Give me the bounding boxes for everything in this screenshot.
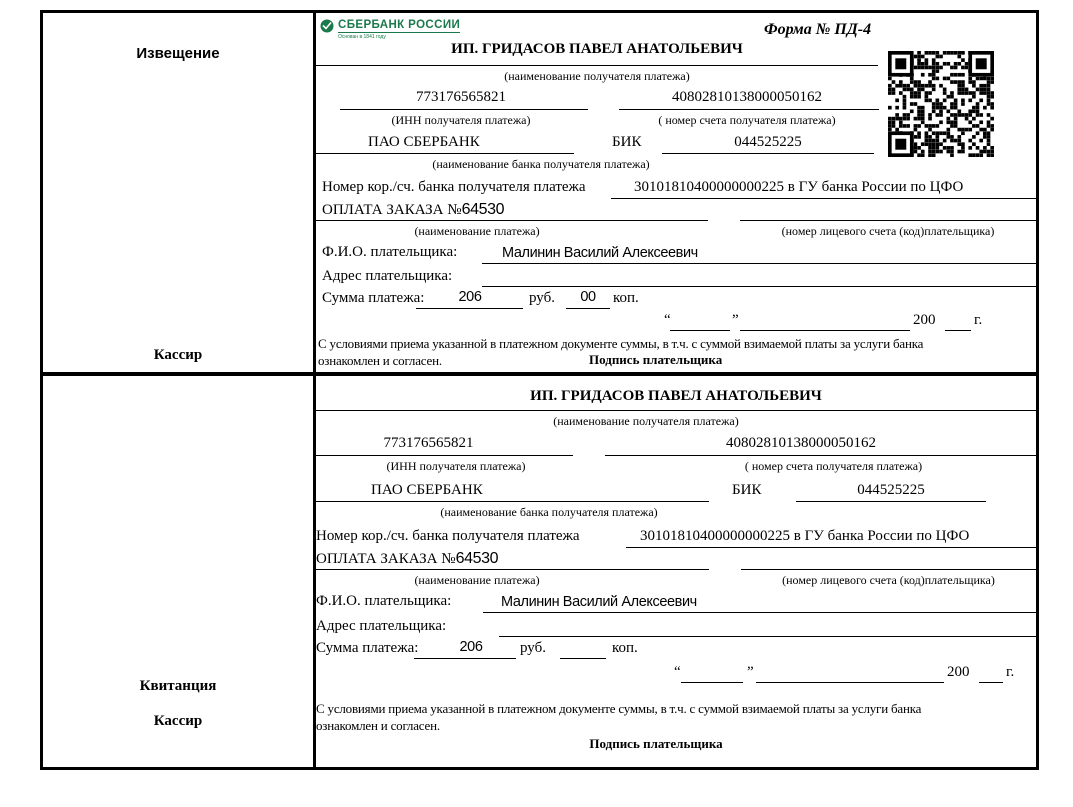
rule (316, 410, 1036, 411)
rule (626, 547, 1036, 548)
bank-brand-name: СБЕРБАНК РОССИИ (338, 19, 461, 31)
rule (566, 308, 610, 309)
payment-name-label: (наименование платежа) (414, 224, 540, 238)
order-number: 64530 (461, 201, 505, 218)
rule (482, 263, 1036, 264)
year-suffix: г. (1006, 664, 1015, 680)
rule (316, 569, 709, 570)
inn-value: 773176565821 (416, 89, 506, 105)
rule (605, 455, 1036, 456)
year-prefix: 200 (947, 664, 970, 680)
personal-account-label: (номер лицевого счета (код)плательщика) (782, 573, 995, 587)
cashier-label: Кассир (153, 347, 203, 363)
notice-content (316, 13, 1036, 372)
receipt-stub (43, 376, 316, 767)
year-prefix: 200 (913, 312, 936, 328)
rule (662, 153, 874, 154)
account-value: 40802810138000050162 (672, 89, 822, 105)
receipt-title: Квитанция (139, 678, 217, 694)
sberbank-logo-icon (320, 19, 334, 33)
date-quote-open: “ (674, 664, 681, 680)
sberbank-logo-textblock (338, 19, 460, 40)
rule (316, 153, 574, 154)
agreement-line2: ознакомлен и согласен. (318, 353, 442, 368)
payment-name-value (322, 201, 504, 219)
form-outer-border (40, 10, 1039, 770)
sum-rub-value: 206 (459, 639, 483, 655)
payment-name-label: (наименование платежа) (414, 573, 540, 587)
bik-label: БИК (732, 482, 762, 498)
rule (316, 501, 709, 502)
rule (670, 330, 730, 331)
inn-label: (ИНН получателя платежа) (391, 113, 531, 127)
rule (414, 658, 516, 659)
payment-name-value (316, 550, 498, 568)
bank-label: (наименование банка получателя платежа) (432, 157, 650, 171)
section-receipt (43, 376, 1036, 767)
rule (316, 455, 573, 456)
notice-title: Извещение (136, 45, 220, 62)
address-label: Адрес плательщика: (322, 268, 453, 284)
rule (560, 658, 606, 659)
account-label: ( номер счета получателя платежа) (658, 113, 836, 127)
payment-name-prefix: ОПЛАТА ЗАКАЗА № (316, 551, 456, 567)
fio-value: Малинин Василий Алексеевич (501, 594, 697, 610)
rule (741, 569, 1036, 570)
rule (316, 220, 708, 221)
qr-code (888, 51, 994, 157)
rub-label: руб. (529, 290, 555, 306)
bik-value: 044525225 (857, 482, 925, 498)
payment-name-prefix: ОПЛАТА ЗАКАЗА № (322, 202, 462, 218)
corr-value: 30101810400000000225 в ГУ банка России по ЦФО (640, 528, 970, 544)
rule (796, 501, 986, 502)
kop-label: коп. (613, 290, 639, 306)
rule (756, 682, 944, 683)
recipient-name: ИП. ГРИДАСОВ ПАВЕЛ АНАТОЛЬЕВИЧ (451, 41, 743, 57)
signature-label: Подпись плательщика (589, 352, 723, 367)
sum-kop-value: 00 (580, 289, 596, 305)
form-number: Форма № ПД-4 (764, 21, 872, 38)
rule (483, 612, 1036, 613)
rule (619, 109, 879, 110)
corr-label: Номер кор./сч. банка получателя платежа (316, 528, 580, 544)
bank-label: (наименование банка получателя платежа) (440, 505, 658, 519)
fio-label: Ф.И.О. плательщика: (322, 244, 458, 260)
cashier-label: Кассир (153, 713, 203, 729)
date-quote-close: ” (732, 312, 739, 328)
personal-account-label: (номер лицевого счета (код)плательщика) (781, 224, 995, 238)
recipient-label: (наименование получателя платежа) (553, 414, 739, 428)
signature-label: Подпись плательщика (589, 736, 723, 751)
fio-value: Малинин Василий Алексеевич (502, 245, 698, 261)
bank-brand-tagline: Основан в 1841 году (338, 34, 386, 40)
rule (340, 109, 588, 110)
rub-label: руб. (520, 640, 546, 656)
rule (499, 636, 1036, 637)
order-number: 64530 (455, 550, 499, 567)
bik-value: 044525225 (734, 134, 802, 150)
rule (316, 65, 878, 66)
rule (416, 308, 523, 309)
account-label: ( номер счета получателя платежа) (744, 459, 923, 473)
rule (681, 682, 743, 683)
inn-value: 773176565821 (383, 435, 474, 451)
section-notice (43, 13, 1036, 376)
bik-label: БИК (612, 134, 642, 150)
rule (611, 198, 1036, 199)
rule (979, 682, 1003, 683)
fio-label: Ф.И.О. плательщика: (316, 593, 452, 609)
date-quote-open: “ (664, 312, 671, 328)
sum-rub-value: 206 (458, 289, 482, 305)
account-value: 40802810138000050162 (726, 435, 876, 451)
date-quote-close: ” (747, 664, 754, 680)
bank-value: ПАО СБЕРБАНК (371, 482, 483, 498)
year-suffix: г. (974, 312, 983, 328)
rule (945, 330, 971, 331)
rule (482, 286, 1036, 287)
rule (740, 330, 910, 331)
recipient-label: (наименование получателя платежа) (504, 69, 690, 83)
agreement-line1: С условиями приема указанной в платежном документе суммы, в т.ч. с суммой взимаемой платы за услуги банка (318, 336, 924, 351)
corr-label: Номер кор./сч. банка получателя платежа (322, 179, 586, 195)
sberbank-logo (320, 19, 460, 40)
address-label: Адрес плательщика: (316, 618, 447, 634)
corr-value: 30101810400000000225 в ГУ банка России по ЦФО (634, 179, 964, 195)
kop-label: коп. (612, 640, 638, 656)
notice-stub (43, 13, 316, 372)
recipient-name: ИП. ГРИДАСОВ ПАВЕЛ АНАТОЛЬЕВИЧ (530, 388, 822, 404)
sum-label: Сумма платежа: (322, 290, 425, 306)
receipt-content (316, 376, 1036, 767)
rule (740, 220, 1036, 221)
agreement-line2: ознакомлен и согласен. (316, 718, 440, 733)
agreement-line1: С условиями приема указанной в платежном документе суммы, в т.ч. с суммой взимаемой платы за услуги банка (316, 701, 922, 716)
bank-value: ПАО СБЕРБАНК (368, 134, 480, 150)
inn-label: (ИНН получателя платежа) (386, 459, 526, 473)
sum-label: Сумма платежа: (316, 640, 419, 656)
